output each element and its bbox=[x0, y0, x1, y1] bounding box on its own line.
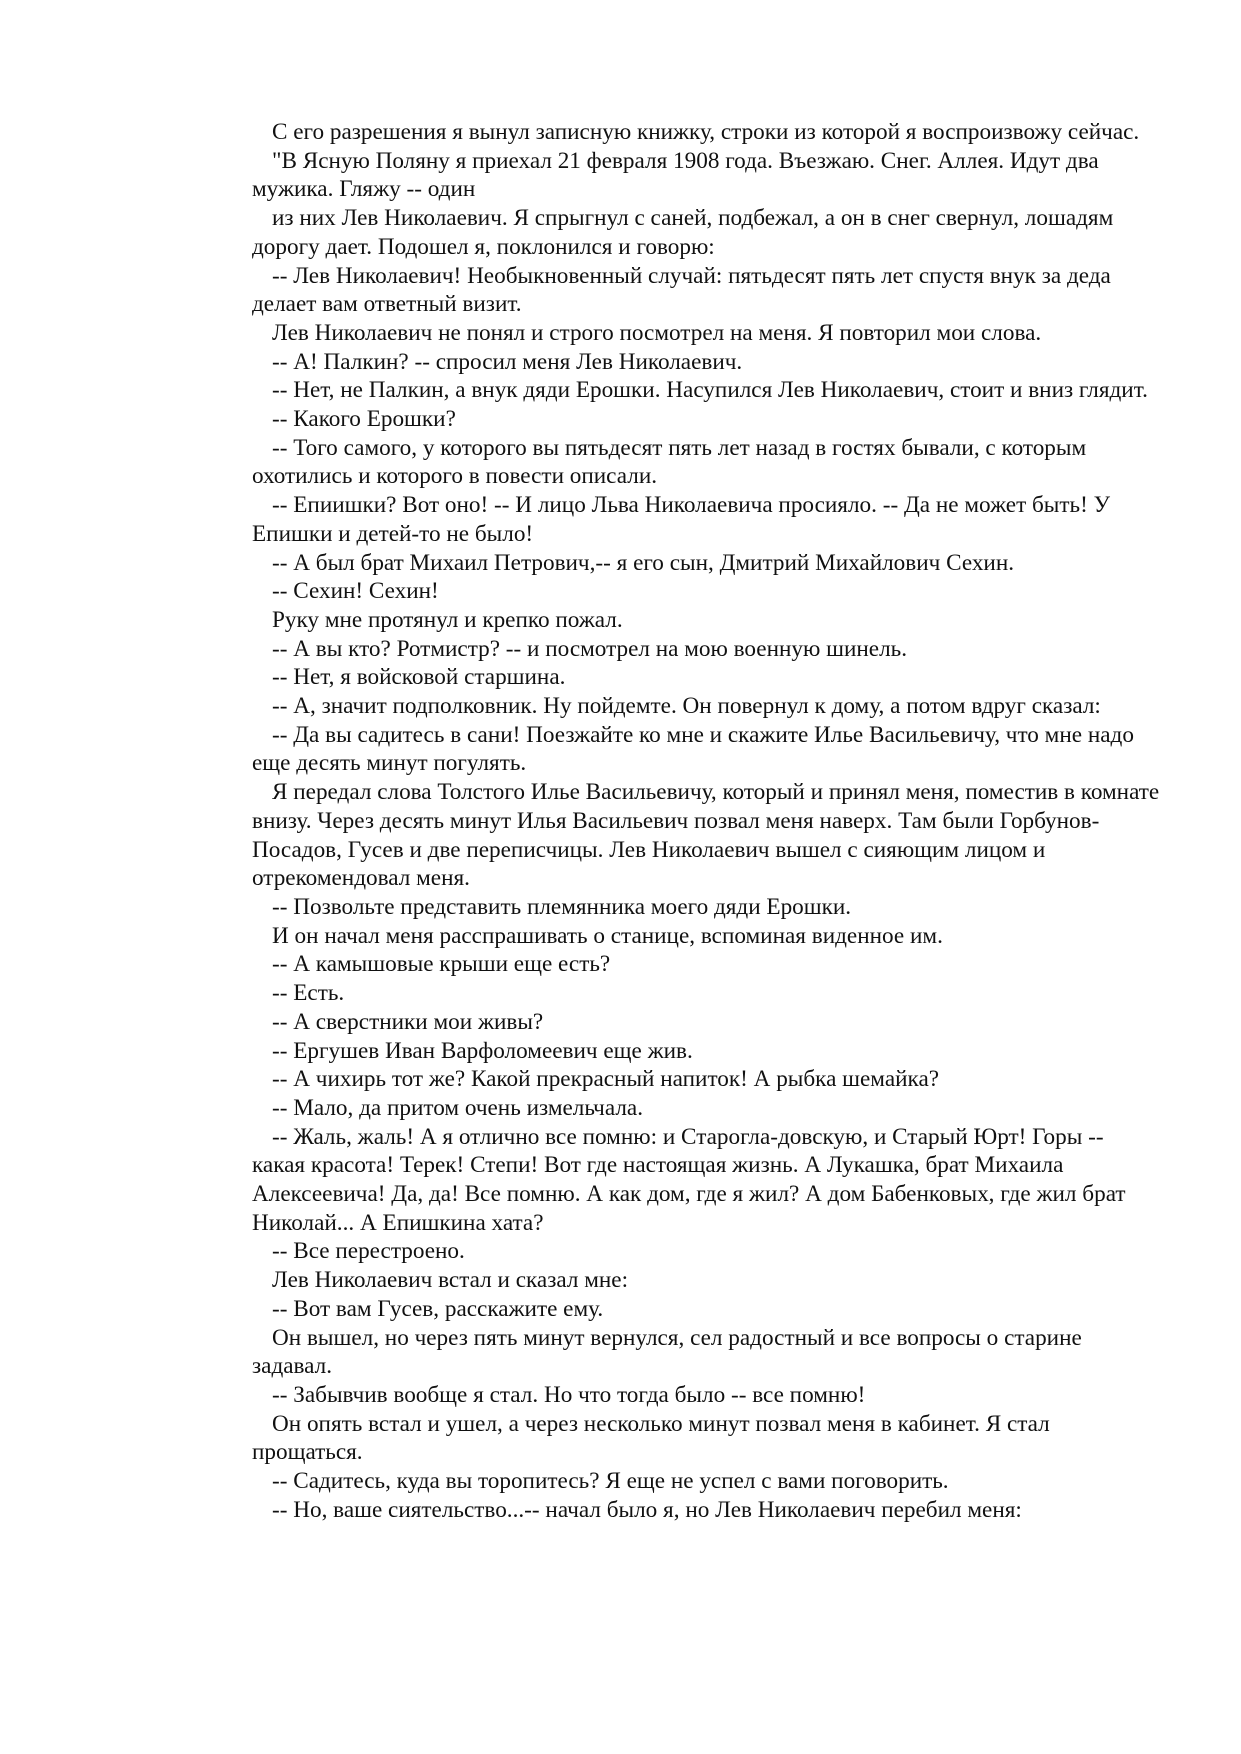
paragraph: -- Вот вам Гусев, расскажите ему. bbox=[272, 1295, 604, 1322]
paragraph: -- Сехин! Сехин! bbox=[272, 578, 439, 605]
paragraph: Руку мне протянул и крепко пожал. bbox=[272, 606, 623, 633]
paragraph: -- Мало, да притом очень измельчала. bbox=[272, 1094, 643, 1121]
paragraph: -- Но, ваше сиятельство...-- начал было я, но Лев Николаевич перебил меня: bbox=[272, 1496, 1022, 1523]
paragraph: -- Лев Николаевич! Необыкновенный случай: пятьдесят пять лет спустя внук за деда делает вам ответный визит. bbox=[252, 262, 1111, 318]
paragraph: -- А был брат Михаил Петрович,-- я его сын, Дмитрий Михайлович Сехин. bbox=[272, 549, 1015, 576]
paragraph: -- Нет, не Палкин, а внук дяди Ерошки. Насупился Лев Николаевич, стоит и вниз глядит. bbox=[272, 377, 1148, 404]
paragraph: Он опять встал и ушел, а через несколько минут позвал меня в кабинет. Я стал прощаться. bbox=[252, 1410, 1050, 1466]
paragraph: Я передал слова Толстого Илье Васильевичу, который и принял меня, поместив в комнате внизу. Через десять минут Илья Васильевич позвал меня наверх. Там были Горбунов-Посадов, Гусев и две переписчицы. Лев Николаевич вышел с сияющим лицом и отрекомендовал меня. bbox=[252, 779, 1160, 892]
paragraph: -- А вы кто? Ротмистр? -- и посмотрел на мою военную шинель. bbox=[272, 635, 908, 662]
paragraph: -- Садитесь, куда вы торопитесь? Я еще не успел с вами поговорить. bbox=[272, 1468, 949, 1495]
paragraph: -- Есть. bbox=[272, 980, 345, 1007]
paragraph: -- А, значит подполковник. Ну пойдемте. Он повернул к дому, а потом вдруг сказал: bbox=[272, 693, 1101, 720]
paragraph: Лев Николаевич встал и сказал мне: bbox=[272, 1267, 629, 1294]
paragraph: Лев Николаевич не понял и строго посмотрел на меня. Я повторил мои слова. bbox=[272, 319, 1042, 346]
paragraph: -- Епиишки? Вот оно! -- И лицо Льва Николаевича просияло. -- Да не может быть! У Епишки и детей-то не было! bbox=[252, 492, 1111, 547]
paragraph: -- Жаль, жаль! А я отлично все помню: и Старогла-довскую, и Старый Юрт! Горы -- какая красота! Терек! Степи! Вот где настоящая жизнь. А Лукашка, брат Михаила Алексеевича! Да, да! Все помню. А как дом, где я жил? А дом Бабенковых, где жил брат Николай... А Епишкина хата? bbox=[252, 1123, 1126, 1236]
paragraph: Он вышел, но через пять минут вернулся, сел радостный и все вопросы о старине задавал. bbox=[252, 1324, 1082, 1380]
paragraph: -- Да вы садитесь в сани! Поезжайте ко мне и скажите Илье Васильевичу, что мне надо еще десять минут погулять. bbox=[252, 721, 1134, 777]
paragraph: -- А чихирь тот же? Какой прекрасный напиток! А рыбка шемайка? bbox=[272, 1066, 940, 1093]
paragraph: С его разрешения я вынул записную книжку, строки из которой я воспроизвожу сейчас. bbox=[272, 119, 1140, 145]
paragraph: -- Нет, я войсковой старшина. bbox=[272, 664, 566, 691]
paragraph: -- Позвольте представить племянника моего дяди Ерошки. bbox=[272, 893, 852, 920]
paragraph: И он начал меня расспрашивать о станице, вспоминая виденное им. bbox=[272, 922, 943, 949]
paragraph: -- А камышовые крыши еще есть? bbox=[272, 951, 611, 978]
paragraph: -- Какого Ерошки? bbox=[272, 406, 456, 433]
paragraph: из них Лев Николаевич. Я спрыгнул с саней, подбежал, а он в снег свернул, лошадям дорогу дает. Подошел я, поклонился и говорю: bbox=[252, 205, 1114, 260]
paragraph: -- А сверстники мои живы? bbox=[272, 1008, 544, 1035]
paragraph: "В Ясную Поляну я приехал 21 февраля 1908 года. Въезжаю. Снег. Аллея. Идут два мужика. Гляжу -- один bbox=[252, 147, 1099, 203]
paragraph: -- Все перестроено. bbox=[272, 1238, 465, 1265]
document-body bbox=[252, 118, 1162, 1524]
paragraph: -- Забывчив вообще я стал. Но что тогда было -- все помню! bbox=[272, 1381, 866, 1408]
paragraph: -- А! Палкин? -- спросил меня Лев Николаевич. bbox=[272, 348, 743, 375]
paragraph: -- Того самого, у которого вы пятьдесят пять лет назад в гостях бывали, с которым охотились и которого в повести описали. bbox=[252, 434, 1087, 490]
paragraph: -- Ергушев Иван Варфоломеевич еще жив. bbox=[272, 1037, 693, 1064]
